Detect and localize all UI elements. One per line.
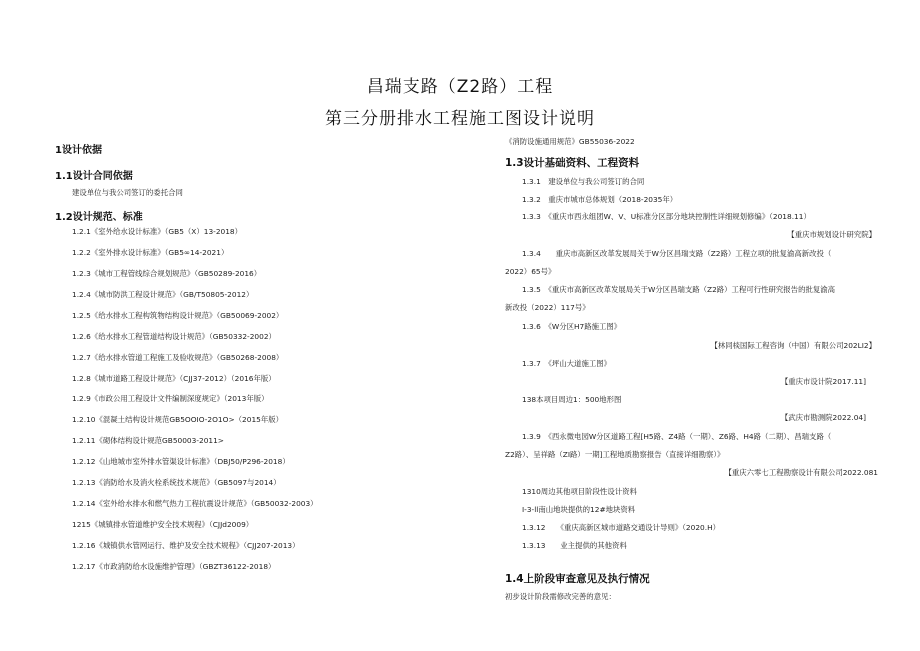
material-item: 138本项目周边1：500地形图: [522, 395, 622, 404]
standard-item: 1.2.6《给水排水工程管道结构设计规范》（GB50332-2002）: [72, 332, 276, 341]
material-source: 【重庆市设计院2017.11]: [780, 377, 866, 386]
section-heading-1-3: 1.3设计基础资料、工程资料: [505, 157, 640, 169]
fire-code-reference: 《消防设施通用规范》GB55036-2022: [505, 137, 635, 146]
standard-item: 1.2.7《给水排水管道工程施工及验收规范》（GB50268-2008）: [72, 353, 284, 362]
material-source: 【重庆市规划设计研究院】: [787, 230, 876, 239]
standard-item: 1215《城镇排水管道维护安全技术规程》（CJJd2009）: [72, 520, 254, 529]
standard-item: 1.2.5《给水排水工程构筑物结构设计规范》（GB50069-2002）: [72, 311, 284, 320]
standard-item: 1.2.17《市政消防给水设施维护管理》（GBZT36122-2018）: [72, 562, 276, 571]
material-item: 1.3.13 业主提供的其他资料: [522, 541, 627, 550]
standard-item: 1.2.12《山地城市室外排水管渠设计标准》（DBJ50/P296-2018）: [72, 457, 290, 466]
standard-item: 1.2.11《砌体结构设计规范GB50003-2011>: [72, 436, 224, 445]
section-1-4-text: 初步设计阶段需修改完善的意见：: [505, 592, 616, 601]
section-heading-1-2: 1.2设计规范、标准: [55, 212, 143, 223]
standard-item: 1.2.8《城市道路工程设计规范》（CJJ37-2012）（2016年版）: [72, 374, 276, 383]
material-source: 【重庆六零七工程勘察设计有限公司2022.081: [724, 468, 878, 477]
material-item: 1.3.6 《W分区H7路施工图》: [522, 322, 622, 331]
material-source: 【林同棪国际工程咨询（中国）有限公司202LI2】: [710, 341, 876, 350]
document-subtitle: 第三分册排水工程施工图设计说明: [325, 109, 595, 129]
standard-item: 1.2.10《混凝土结构设计规范GB5OOIO-2O1O>（2015年版）: [72, 415, 284, 424]
section-1-1-text: 建设单位与我公司签订的委托合同: [72, 188, 183, 197]
material-item: I-3-ll南山地块提供的12#地块资料: [522, 505, 636, 514]
document-title: 昌瑞支路（Z2路）工程: [366, 77, 554, 97]
material-item-cont: Z2路）、呈祥路（ZI路）一期]工程地质勘察报告（直接详细勘察）》: [505, 450, 725, 459]
material-item-cont: 2022）65号》: [505, 267, 556, 276]
material-item: 1.3.5 《重庆市高新区改革发展局关于W分区昌瑞支路（Z2路）工程可行性研究报告的批复渝高: [522, 285, 836, 294]
material-item: 1.3.3 《重庆市西永组团W、V、U标准分区部分地块控制性详细规划修编》（2018.11）: [522, 212, 811, 221]
standard-item: 1.2.2《室外排水设计标准》（GB5∞14-2021）: [72, 248, 229, 257]
material-item: 1310周边其他项目阶段性设计资料: [522, 487, 637, 496]
standard-item: 1.2.16《城镇供水管网运行、维护及安全技术规程》（CJJ207-2013）: [72, 541, 300, 550]
material-item-cont: 新改投（2022）117号》: [505, 303, 590, 312]
standard-item: 1.2.1《室外给水设计标准》（GB5（X）13-2018）: [72, 227, 243, 236]
material-item: 1.3.12 《重庆高新区城市道路交通设计导则》（2020.H）: [522, 523, 721, 532]
material-item: 1.3.1 建设单位与我公司签订的合同: [522, 177, 645, 186]
material-item: 1.3.7 《坪山大道施工图》: [522, 359, 612, 368]
standard-item: 1.2.9《市政公用工程设计文件编制深度规定》（2013年版）: [72, 394, 269, 403]
standard-item: 1.2.13《消防给水及消火栓系统技术规范》（GB5097与2014）: [72, 478, 281, 487]
material-item: 1.3.4 重庆市高新区改革发展局关于W分区昌瑞支路（Z2路）工程立项的批复渝高新改投（: [522, 249, 832, 258]
standard-item: 1.2.4《城市防洪工程设计规范》（GB/T50805-2012）: [72, 290, 254, 299]
material-item: 1.3.2 重庆市城市总体规划（2018-2035年）: [522, 195, 678, 204]
section-heading-1: 1设计依据: [55, 145, 102, 156]
material-item: 1.3.9 《西永微电园W分区道路工程[H5路、Z4路（一期）、Z6路、H4路（二期）、昌瑞支路（: [522, 432, 832, 441]
material-source: 【武庆市勘测院2022.04]: [780, 413, 866, 422]
section-heading-1-4: 1.4上阶段审查意见及执行情况: [505, 573, 650, 585]
standard-item: 1.2.3《城市工程管线综合规划规范》（GB50289-2016）: [72, 269, 262, 278]
section-heading-1-1: 1.1设计合同依据: [55, 171, 133, 182]
standard-item: 1.2.14《室外给水排水和燃气热力工程抗震设计规范》（GB50032-2003）: [72, 499, 318, 508]
